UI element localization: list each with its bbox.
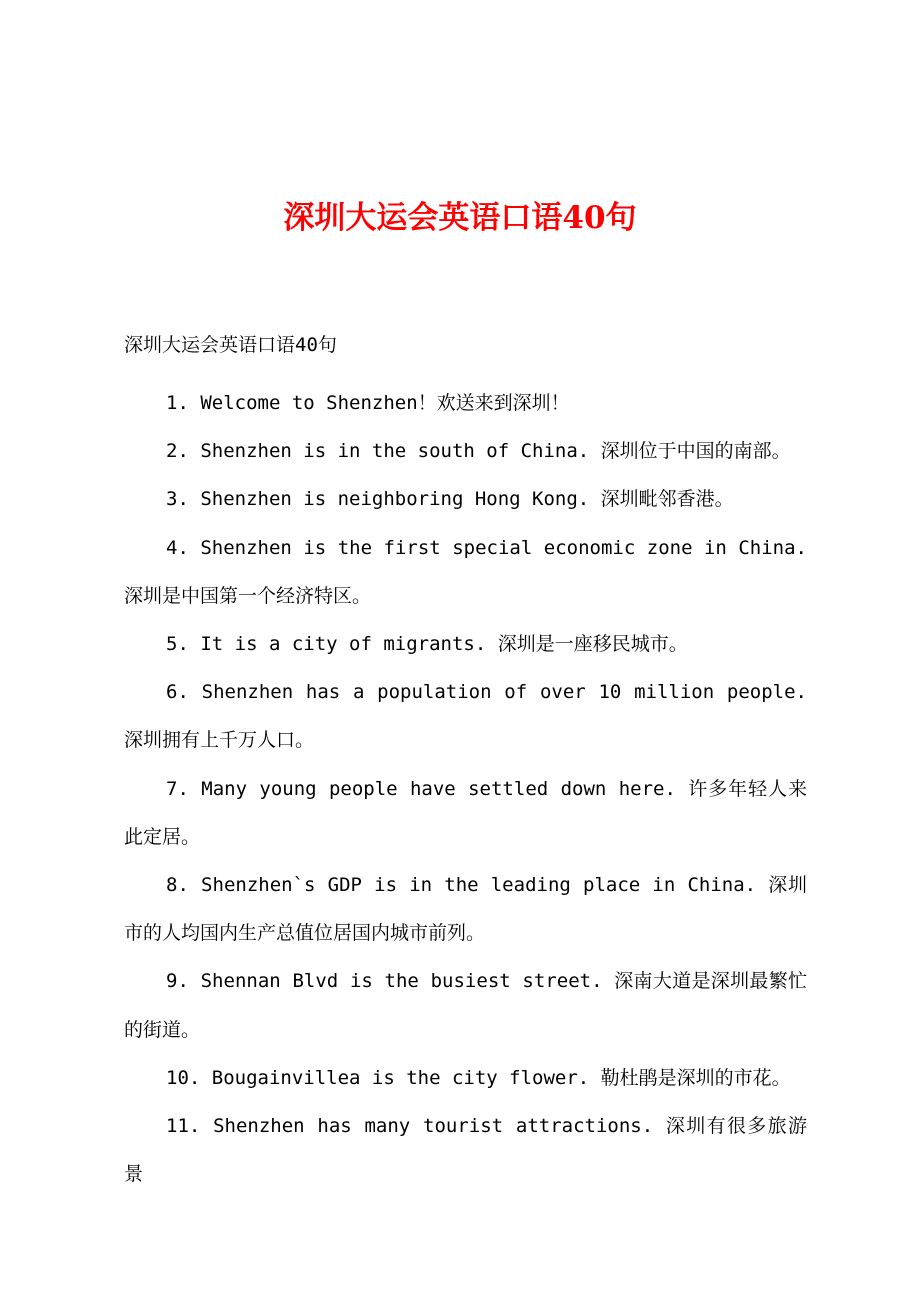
phrase-item-11: 11. Shenzhen has many tourist attractions. 深圳有很多旅游景 [124,1115,807,1186]
phrase-item-2: 2. Shenzhen is in the south of China. 深圳位于中国的南部。 [166,440,791,463]
phrase-item-8: 8. Shenzhen`s GDP is in the leading place in China. 深圳市的人均国内生产总值位居国内城市前列。 [124,874,807,945]
phrase-item-5: 5. It is a city of migrants. 深圳是一座移民城市。 [166,633,688,656]
document-subtitle: 深圳大运会英语口语40句 [124,334,337,356]
phrase-list [124,379,807,1198]
phrase-item-3: 3. Shenzhen is neighboring Hong Kong. 深圳毗邻香港。 [166,488,734,511]
phrase-item-6: 6. Shenzhen has a population of over 10 million people. 深圳拥有上千万人口。 [124,681,807,752]
phrase-item-10: 10. Bougainvillea is the city flower. 勒杜鹃是深圳的市花。 [166,1066,791,1089]
phrase-item-7: 7. Many young people have settled down here. 许多年轻人来此定居。 [124,777,807,848]
phrase-item-9: 9. Shennan Blvd is the busiest street. 深南大道是深圳最繁忙的街道。 [124,970,807,1041]
phrase-item-1: 1. Welcome to Shenzhen！欢送来到深圳！ [166,392,570,414]
phrase-item-4: 4. Shenzhen is the first special economic zone in China. 深圳是中国第一个经济特区。 [124,536,807,607]
document-title: 深圳大运会英语口语40句 [283,200,637,236]
